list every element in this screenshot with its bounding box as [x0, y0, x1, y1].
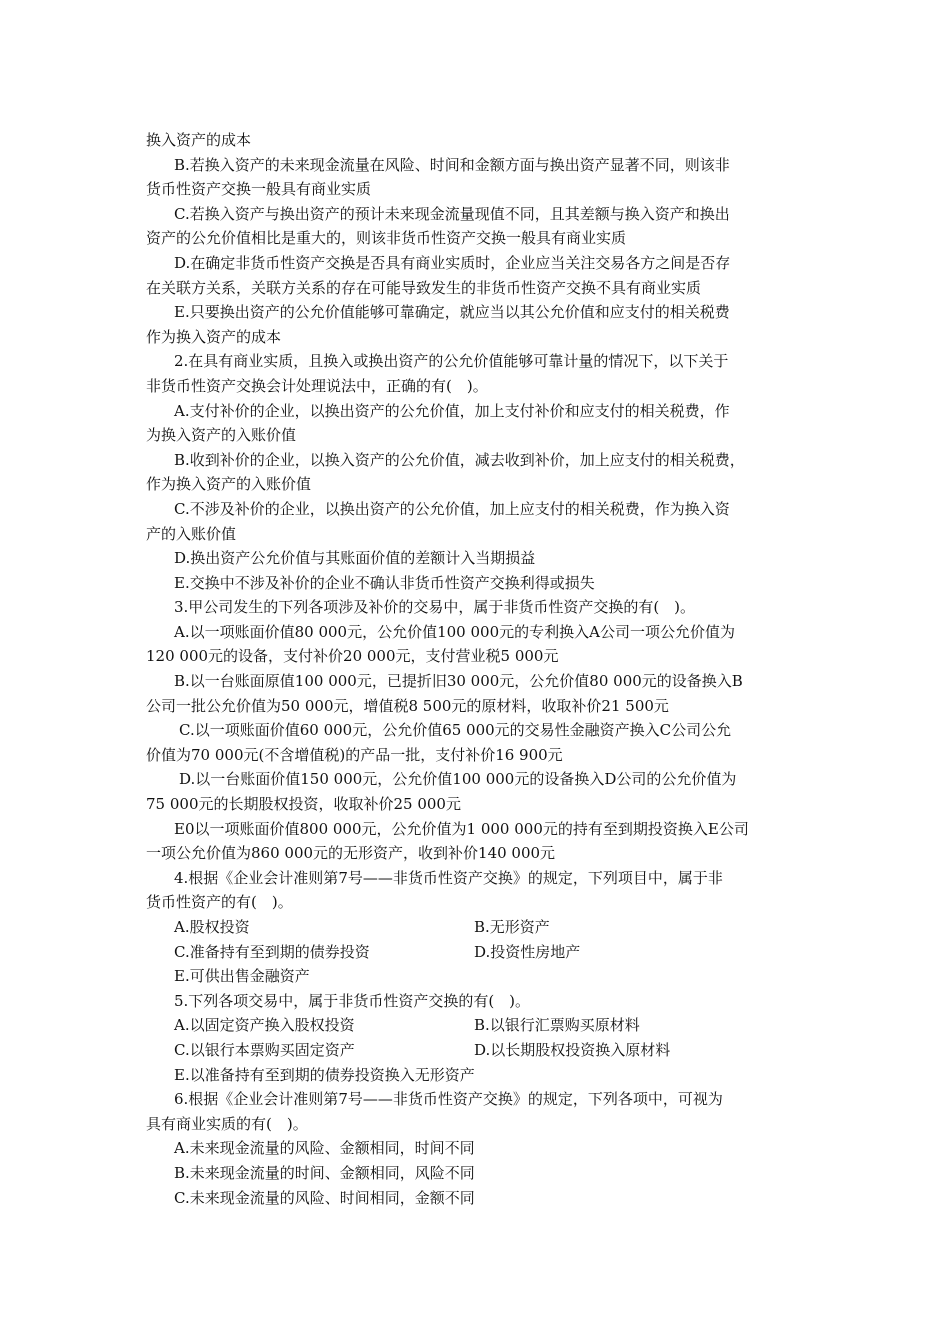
option-b: B.未来现金流量的时间、金额相同，风险不同 — [174, 1163, 475, 1182]
option-b: B.以一台账面原值100 000元，已提折旧30 000元，公允价值80 000元的设备换入B — [174, 672, 743, 691]
text-line: 换入资产的成本 — [146, 131, 252, 149]
text-line: 75 000元的长期股权投资，收取补价25 000元 — [146, 795, 461, 814]
option-row — [146, 915, 816, 940]
question-5: 5.下列各项交易中，属于非货币性资产交换的有( )。 — [174, 991, 531, 1010]
option-row — [146, 940, 816, 965]
text-line: 货币性资产交换一般具有商业实质 — [146, 180, 372, 199]
document-body — [146, 128, 816, 1210]
question-2: 2.在具有商业实质，且换入或换出资产的公允价值能够可靠计量的情况下，以下关于 — [174, 352, 729, 371]
option-e: E.可供出售金融资产 — [174, 967, 310, 986]
option-c: C.以一项账面价值60 000元，公允价值65 000元的交易性金融资产换入C公司公允 — [179, 721, 732, 740]
option-b: B.无形资产 — [474, 918, 550, 936]
question-3: 3.甲公司发生的下列各项涉及补价的交易中，属于非货币性资产交换的有( )。 — [174, 598, 696, 617]
option-row — [146, 1013, 816, 1038]
option-a: A.股权投资 — [174, 918, 250, 936]
option-c: C.未来现金流量的风险、时间相同，金额不同 — [174, 1188, 475, 1207]
option-a: A.以一项账面价值80 000元，公允价值100 000元的专利换入A公司一项公允价值为 — [174, 622, 735, 641]
option-a: A.支付补价的企业，以换出资产的公允价值，加上支付补价和应支付的相关税费，作 — [174, 401, 730, 420]
option-e: E.只要换出资产的公允价值能够可靠确定，就应当以其公允价值和应支付的相关税费 — [174, 303, 730, 322]
text-line: 产的入账价值 — [146, 524, 237, 543]
option-b: B.以银行汇票购买原材料 — [474, 1016, 640, 1035]
option-b: B.若换入资产的未来现金流量在风险、时间和金额方面与换出资产显著不同，则该非 — [174, 155, 730, 174]
option-c: C.准备持有至到期的债券投资 — [174, 942, 370, 961]
text-line: 作为换入资产的成本 — [146, 327, 282, 346]
option-d: D.在确定非货币性资产交换是否具有商业实质时，企业应当关注交易各方之间是否存 — [174, 253, 731, 272]
text-line: 一项公允价值为860 000元的无形资产，收到补价140 000元 — [146, 844, 556, 863]
option-e: E0以一项账面价值800 000元，公允价值为1 000 000元的持有至到期投资换入E公司 — [174, 819, 749, 838]
option-c: C.若换入资产与换出资产的预计未来现金流量现值不同，且其差额与换入资产和换出 — [174, 204, 730, 223]
text-line: 具有商业实质的有( )。 — [146, 1114, 308, 1133]
option-b: B.收到补价的企业，以换入资产的公允价值，减去收到补价，加上应支付的相关税费， — [174, 450, 745, 469]
text-line: 为换入资产的入账价值 — [146, 426, 297, 445]
option-d: D.以一台账面价值150 000元，公允价值100 000元的设备换入D公司的公允价值为 — [179, 770, 737, 789]
option-d: D.换出资产公允价值与其账面价值的差额计入当期损益 — [174, 549, 536, 568]
text-line: 资产的公允价值相比是重大的，则该非货币性资产交换一般具有商业实质 — [146, 229, 627, 248]
text-line: 公司一批公允价值为50 000元，增值税8 500元的原材料，收取补价21 500元 — [146, 696, 669, 715]
text-line: 在关联方关系，关联方关系的存在可能导致发生的非货币性资产交换不具有商业实质 — [146, 278, 702, 297]
question-4: 4.根据《企业会计准则第7号——非货币性资产交换》的规定，下列项目中，属于非 — [174, 868, 723, 887]
option-e: E.以准备持有至到期的债券投资换入无形资产 — [174, 1065, 475, 1084]
option-row — [146, 1038, 816, 1063]
text-line: 作为换入资产的入账价值 — [146, 475, 312, 494]
option-a: A.未来现金流量的风险、金额相同，时间不同 — [174, 1139, 475, 1158]
option-e: E.交换中不涉及补价的企业不确认非货币性资产交换利得或损失 — [174, 573, 595, 592]
text-line: 价值为70 000元(不含增值税)的产品一批，支付补价16 900元 — [146, 745, 563, 764]
option-d: D.以长期股权投资换入原材料 — [474, 1040, 671, 1059]
text-line: 120 000元的设备，支付补价20 000元，支付营业税5 000元 — [146, 647, 559, 666]
option-a: A.以固定资产换入股权投资 — [174, 1016, 355, 1035]
option-c: C.不涉及补价的企业，以换出资产的公允价值，加上应支付的相关税费，作为换入资 — [174, 499, 730, 518]
option-c: C.以银行本票购买固定资产 — [174, 1040, 355, 1059]
text-line: 货币性资产的有( )。 — [146, 893, 293, 912]
question-6: 6.根据《企业会计准则第7号——非货币性资产交换》的规定，下列各项中，可视为 — [174, 1090, 723, 1109]
option-d: D.投资性房地产 — [474, 942, 581, 961]
text-line: 非货币性资产交换会计处理说法中，正确的有( )。 — [146, 376, 488, 395]
